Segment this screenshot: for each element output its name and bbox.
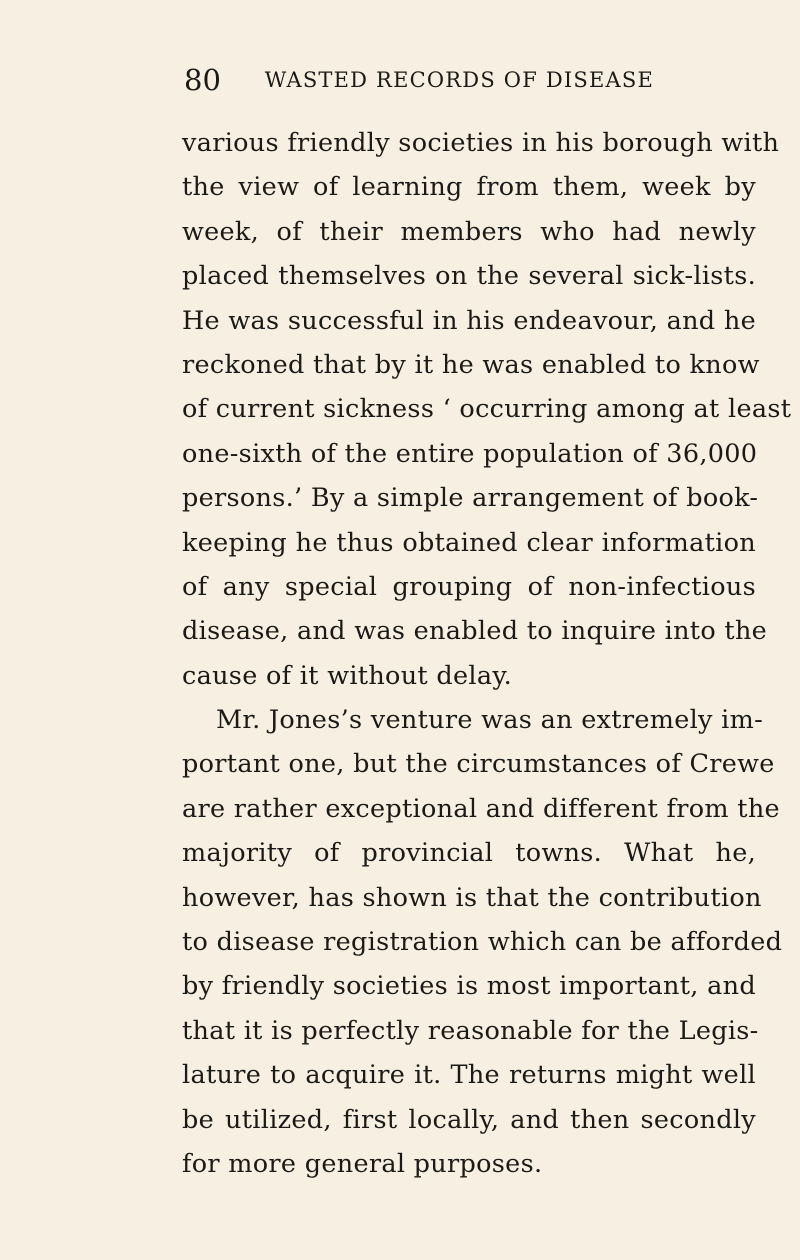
text-line: week, of their members who had newly <box>182 216 756 247</box>
text-line: disease, and was enabled to inquire into the <box>182 616 768 647</box>
text-line: be utilized, first locally, and then secondly <box>182 1104 756 1135</box>
text-line: placed themselves on the several sick-lists. <box>182 261 756 292</box>
text-line: He was successful in his endeavour, and he <box>182 305 756 336</box>
text-line: however, has shown is that the contribution <box>182 882 762 913</box>
paragraph-2 <box>182 698 783 1186</box>
text-line: majority of provincial towns. What he, <box>182 838 756 869</box>
paragraph-1 <box>182 121 792 698</box>
body-text <box>182 121 792 1186</box>
text-line: portant one, but the circumstances of Crewe <box>182 749 775 780</box>
text-line: of current sickness ‘ occurring among at least <box>182 394 792 425</box>
text-line: one-sixth of the entire population of 36,000 <box>182 438 758 469</box>
text-line: to disease registration which can be afforded <box>182 927 783 958</box>
text-line: are rather exceptional and different from the <box>182 793 780 824</box>
text-line: of any special grouping of non-infectious <box>182 571 756 602</box>
text-line: persons.’ By a simple arrangement of book- <box>182 483 759 514</box>
text-line: that it is perfectly reasonable for the Legis- <box>182 1015 759 1046</box>
text-line: keeping he thus obtained clear information <box>182 527 756 558</box>
running-head: WASTED RECORDS OF DISEASE <box>264 68 654 92</box>
text-line: reckoned that by it he was enabled to know <box>182 349 760 380</box>
text-line: cause of it without delay. <box>182 660 513 691</box>
text-line: lature to acquire it. The returns might well <box>182 1060 756 1091</box>
text-line: Mr. Jones’s venture was an extremely im- <box>216 705 764 736</box>
page-header <box>184 62 654 98</box>
text-line: by friendly societies is most important, and <box>182 971 756 1002</box>
text-line: various friendly societies in his borough with <box>182 128 780 158</box>
page-number: 80 <box>184 63 221 97</box>
text-line: for more general purposes. <box>182 1148 543 1179</box>
text-line: the view of learning from them, week by <box>182 172 756 203</box>
